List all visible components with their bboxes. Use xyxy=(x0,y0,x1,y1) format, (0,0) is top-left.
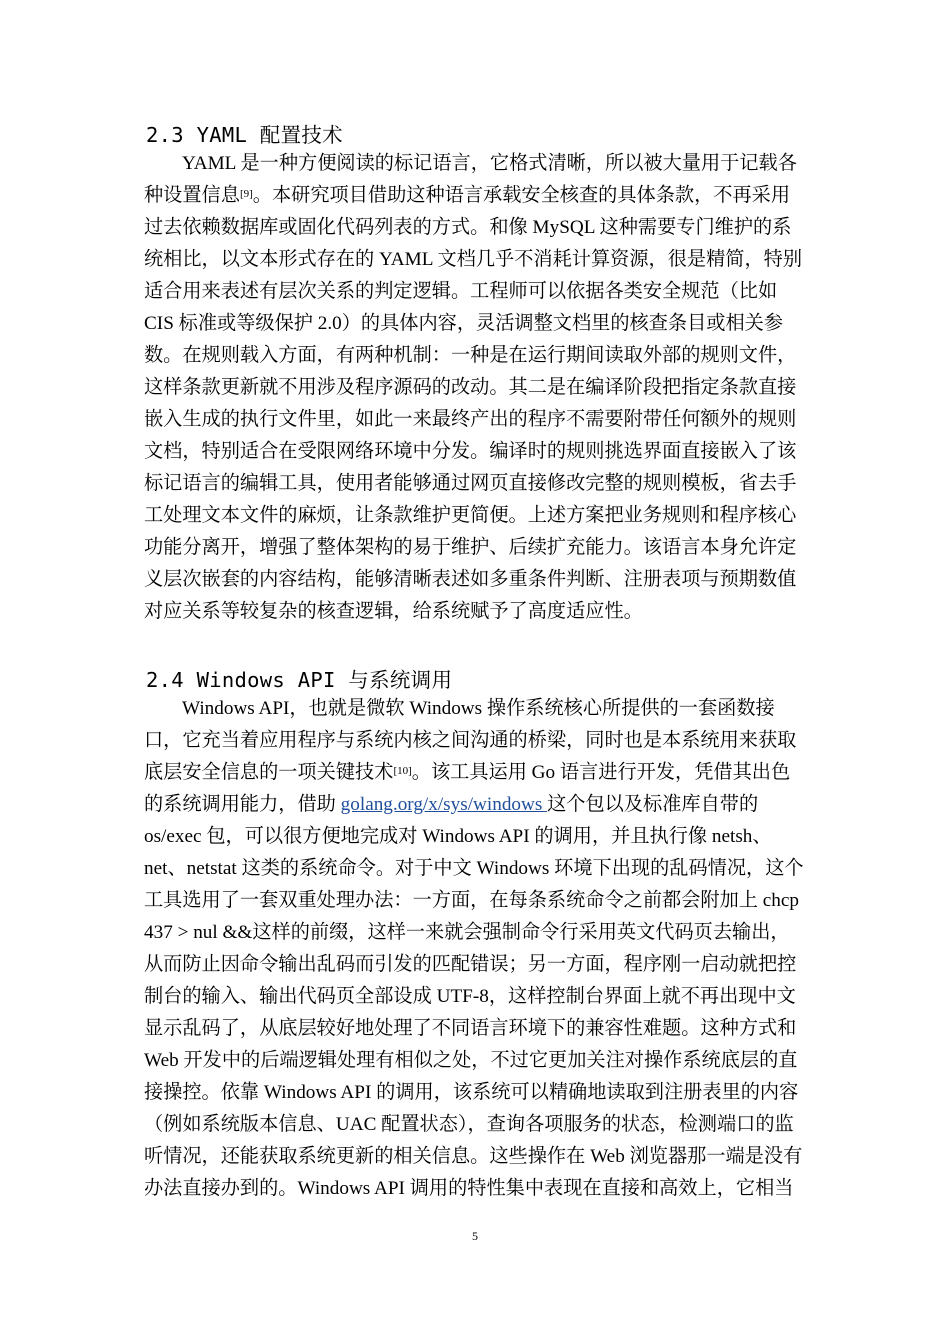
citation-9: [9] xyxy=(239,188,253,200)
paragraph-line: 437 > nul &&这样的前缀，这样一来就会强制命令行采用英文代码页去输出， xyxy=(144,922,790,943)
paragraph-line: 标记语言的编辑工具，使用者能够通过网页直接修改完整的规则模板，省去手 xyxy=(144,473,797,494)
paragraph-line: 口，它充当着应用程序与系统内核之间沟通的桥梁，同时也是本系统用来获取 xyxy=(144,730,797,751)
paragraph-line: 接操控。依靠 Windows API 的调用，该系统可以精确地读取到注册表里的内容 xyxy=(144,1082,799,1103)
paragraph-line xyxy=(144,761,790,785)
paragraph-line: 过去依赖数据库或固化代码列表的方式。和像 MySQL 这种需要专门维护的系 xyxy=(144,217,792,238)
paragraph-line: 功能分离开，增强了整体架构的易于维护、后续扩充能力。该语言本身允许定 xyxy=(144,537,797,558)
paragraph-line: 统相比，以文本形式存在的 YAML 文档几乎不消耗计算资源，很是精简，特别 xyxy=(144,249,803,270)
line-text: 这个包以及标准库自带的 xyxy=(547,794,759,815)
paragraph-line: 从而防止因命令输出乱码而引发的匹配错误；另一方面，程序刚一启动就把控 xyxy=(144,954,797,975)
paragraph-line: 工处理文本文件的麻烦，让条款维护更简便。上述方案把业务规则和程序核心 xyxy=(144,505,797,526)
golang-sys-windows-link[interactable]: golang.org/x/sys/windows xyxy=(340,794,548,815)
line-text: 底层安全信息的一项关键技术 xyxy=(144,762,394,783)
paragraph-line: 听情况，还能获取系统更新的相关信息。这些操作在 Web 浏览器那一端是没有 xyxy=(144,1146,803,1167)
paragraph-line: 文档，特别适合在受限网络环境中分发。编译时的规则挑选界面直接嵌入了该 xyxy=(144,441,797,462)
paragraph-line: 工具选用了一套双重处理办法：一方面，在每条系统命令之前都会附加上 chcp xyxy=(144,890,800,911)
paragraph-line: 制台的输入、输出代码页全部设成 UTF-8，这样控制台界面上就不再出现中文 xyxy=(144,986,796,1007)
section-heading-2-4: 2.4 Windows API 与系统调用 xyxy=(146,668,453,692)
paragraph-line: 数。在规则载入方面，有两种机制：一种是在运行期间读取外部的规则文件， xyxy=(144,345,797,366)
section-heading-2-3: 2.3 YAML 配置技术 xyxy=(146,123,343,147)
paragraph-line: Windows API，也就是微软 Windows 操作系统核心所提供的一套函数接 xyxy=(182,698,775,719)
paragraph-line: Web 开发中的后端逻辑处理有相似之处，不过它更加关注对操作系统底层的直 xyxy=(144,1050,798,1071)
paragraph-line: 办法直接办到的。Windows API 调用的特性集中表现在直接和高效上，它相当 xyxy=(144,1178,794,1199)
paragraph-line: YAML 是一种方便阅读的标记语言，它格式清晰，所以被大量用于记载各 xyxy=(182,153,797,174)
line-text: 。本研究项目借助这种语言承载安全核查的具体条款，不再采用 xyxy=(252,185,791,206)
line-text: 的系统调用能力，借助 xyxy=(144,794,341,815)
paragraph-line: 这样条款更新就不用涉及程序源码的改动。其二是在编译阶段把指定条款直接 xyxy=(144,377,797,398)
paragraph-line: 嵌入生成的执行文件里，如此一来最终产出的程序不需要附带任何额外的规则 xyxy=(144,409,797,430)
paragraph-line: 义层次嵌套的内容结构，能够清晰表述如多重条件判断、注册表项与预期数值 xyxy=(144,569,797,590)
paragraph-line: （例如系统版本信息、UAC 配置状态），查询各项服务的状态，检测端口的监 xyxy=(144,1114,794,1135)
paragraph-line xyxy=(144,793,758,817)
citation-10: [10] xyxy=(393,765,412,777)
paragraph-line: 对应关系等较复杂的核查逻辑，给系统赋予了高度适应性。 xyxy=(144,601,643,622)
line-text: 种设置信息 xyxy=(144,185,240,206)
paragraph-line: CIS 标准或等级保护 2.0）的具体内容，灵活调整文档里的核查条目或相关参 xyxy=(144,313,784,334)
paragraph-line: os/exec 包，可以很方便地完成对 Windows API 的调用，并且执行像 netsh、 xyxy=(144,826,772,847)
paragraph-line: net、netstat 这类的系统命令。对于中文 Windows 环境下出现的乱码情况，这个 xyxy=(144,858,804,879)
line-text: 。该工具运用 Go 语言进行开发，凭借其出色 xyxy=(411,762,791,783)
paragraph-line: 适合用来表述有层次关系的判定逻辑。工程师可以依据各类安全规范（比如 xyxy=(144,281,778,302)
paragraph-line: 显示乱码了，从底层较好地处理了不同语言环境下的兼容性难题。这种方式和 xyxy=(144,1018,797,1039)
page-number: 5 xyxy=(472,1229,478,1243)
paragraph-line xyxy=(144,184,790,208)
